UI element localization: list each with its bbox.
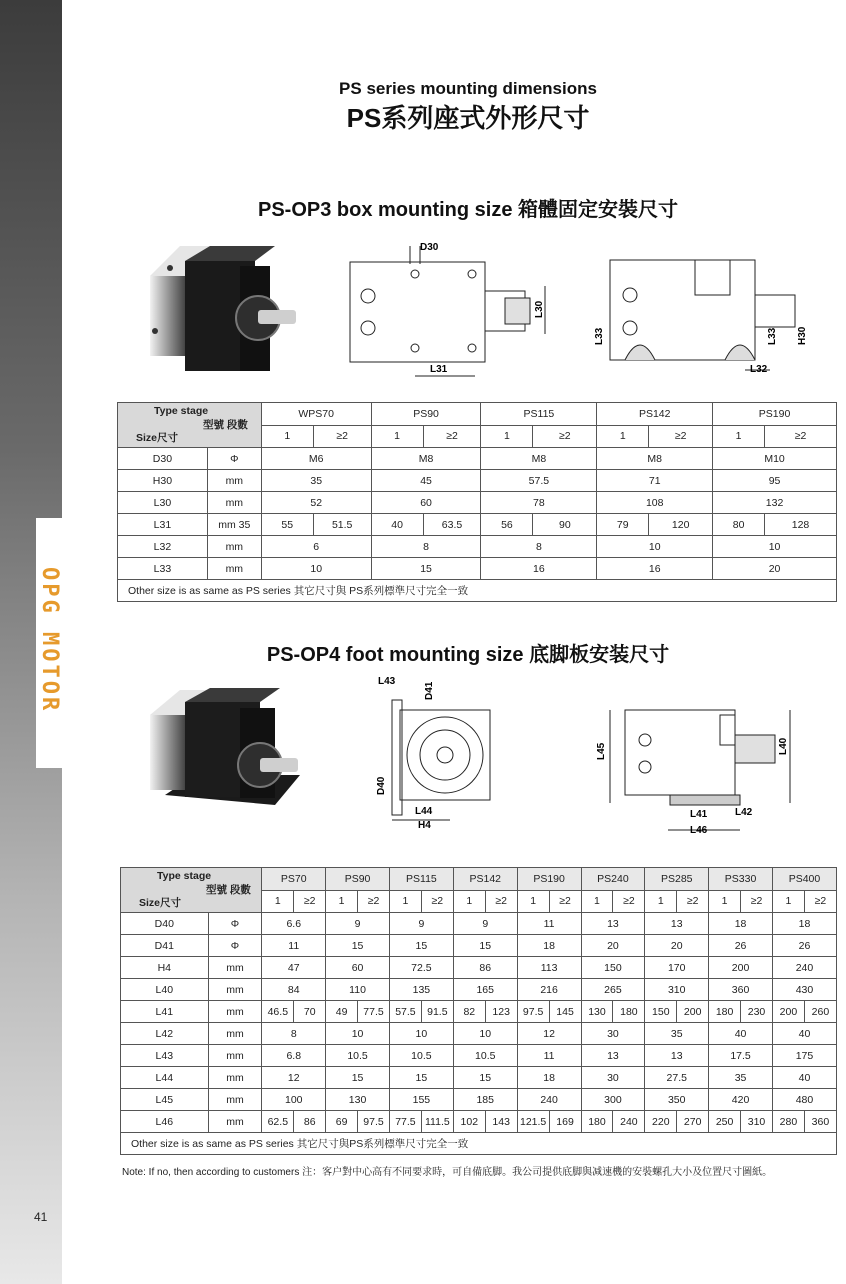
foot-mount-side-drawing (590, 695, 805, 840)
table-row: L31 mm 35 55 51.5 40 63.5 56 90 79 120 80 128 (118, 514, 837, 536)
model-header: PS142 (453, 868, 517, 891)
table-row: D30 Φ M6 M8 M8 M8 M10 (118, 448, 837, 470)
stage-cell: 1 (645, 890, 677, 913)
table-header-corner: Type stage 型號 段數 Size尺寸 (121, 868, 262, 913)
stage-cell: 1 (597, 425, 649, 448)
label-l31: L31 (430, 364, 448, 375)
table-row: H30 mm 35 45 57.5 71 95 (118, 470, 837, 492)
stage-cell: 1 (453, 890, 485, 913)
label-l44: L44 (415, 806, 433, 817)
stage-cell: ≥2 (313, 425, 371, 448)
model-header: PS115 (481, 403, 597, 426)
label-d40: D40 (376, 776, 387, 795)
label-l41: L41 (690, 809, 708, 820)
model-header: PS400 (772, 868, 836, 891)
label-h4: H4 (418, 820, 431, 831)
stage-cell: ≥2 (294, 890, 326, 913)
stage-cell: ≥2 (677, 890, 709, 913)
model-header: PS142 (597, 403, 713, 426)
model-header: PS90 (326, 868, 390, 891)
model-header: PS90 (371, 403, 481, 426)
table-header-corner: Type stage 型號 段數 Size尺寸 (118, 403, 262, 448)
page-number: 41 (34, 1210, 48, 1224)
stage-cell: ≥2 (741, 890, 773, 913)
label-d41: D41 (424, 681, 435, 700)
op3-dimension-table (117, 402, 837, 602)
stage-cell: ≥2 (423, 425, 481, 448)
label-l40: L40 (778, 737, 789, 755)
model-header: PS115 (389, 868, 453, 891)
table-row: L42 mm 8 10 10 10 12 30 35 40 40 (121, 1023, 837, 1045)
model-header: PS190 (517, 868, 581, 891)
label-l42: L42 (735, 807, 753, 818)
label-l45: L45 (596, 742, 607, 760)
stage-cell: 1 (772, 890, 804, 913)
section2-heading: PS-OP4 foot mounting size 底脚板安装尺寸 (266, 644, 670, 666)
model-header: PS190 (713, 403, 837, 426)
label-l33a: L33 (594, 327, 605, 345)
model-header: WPS70 (261, 403, 371, 426)
stage-cell: 1 (709, 890, 741, 913)
label-l46: L46 (690, 825, 708, 836)
stage-cell: 1 (481, 425, 533, 448)
stage-cell: ≥2 (765, 425, 837, 448)
stage-cell: ≥2 (804, 890, 836, 913)
table-row: L41 mm 46.5 70 49 77.5 57.5 91.5 82 123 97.5 145 130 180 150 200 180 230 200 260 (121, 1001, 837, 1023)
table-row: L32 mm 6 8 8 10 10 (118, 536, 837, 558)
page-title-cn: PS系列座式外形尺寸 (346, 103, 590, 133)
label-l33b: L33 (767, 327, 778, 345)
table-row: D41 Φ 11 15 15 15 18 20 20 26 26 (121, 935, 837, 957)
page-title-en: PS series mounting dimensions (339, 79, 597, 98)
gearbox-box-photo (140, 236, 300, 386)
stage-cell: ≥2 (549, 890, 581, 913)
stage-cell: 1 (262, 890, 294, 913)
table-row: H4 mm 47 60 72.5 86 113 150 170 200 240 (121, 957, 837, 979)
stage-cell: ≥2 (421, 890, 453, 913)
foot-mount-front-drawing (370, 670, 510, 835)
footnote: Note: If no, then according to customers 注：客户對中心高有不同要求時，可自備底脚。我公司提供底脚與减速機的安裝螺孔大小及位置尺寸圖紙。 (122, 1167, 773, 1178)
table-row: D40 Φ 6.6 9 9 9 11 13 13 18 18 (121, 913, 837, 935)
stage-cell: ≥2 (358, 890, 390, 913)
stage-cell: 1 (581, 890, 613, 913)
box-mount-section-drawing (585, 250, 815, 380)
model-header: PS70 (262, 868, 326, 891)
brand-label: OPG MOTOR (37, 566, 62, 714)
op4-dimension-table (120, 867, 837, 1155)
gearbox-foot-photo (140, 680, 310, 820)
table-row: L45 mm 100 130 155 185 240 300 350 420 480 (121, 1089, 837, 1111)
stage-cell: 1 (261, 425, 313, 448)
table-row: L43 mm 6.8 10.5 10.5 10.5 11 13 13 17.5 175 (121, 1045, 837, 1067)
label-d30: D30 (420, 242, 439, 253)
label-l30: L30 (534, 300, 545, 318)
table-footer: Other size is as same as PS series 其它尺寸與PS系列標準尺寸完全一致 (121, 1133, 837, 1155)
stage-cell: 1 (389, 890, 421, 913)
table-row: L44 mm 12 15 15 15 18 30 27.5 35 40 (121, 1067, 837, 1089)
table-row: L46 mm 62.5 86 69 97.5 77.5 111.5 102 143 121.5 169 180 240 220 270 250 310 280 360 (121, 1111, 837, 1133)
stage-cell: 1 (371, 425, 423, 448)
stage-cell: 1 (517, 890, 549, 913)
label-l32: L32 (750, 364, 768, 375)
model-header: PS330 (709, 868, 773, 891)
table-footer: Other size is as same as PS series 其它尺寸與 PS系列標準尺寸完全一致 (118, 580, 837, 602)
stage-cell: ≥2 (533, 425, 597, 448)
box-mount-side-drawing (330, 236, 560, 386)
stage-cell: ≥2 (485, 890, 517, 913)
stage-cell: 1 (713, 425, 765, 448)
stage-cell: ≥2 (649, 425, 713, 448)
table-row: L40 mm 84 110 135 165 216 265 310 360 430 (121, 979, 837, 1001)
model-header: PS240 (581, 868, 645, 891)
label-l43: L43 (378, 676, 396, 687)
model-header: PS285 (645, 868, 709, 891)
label-h30: H30 (797, 326, 808, 345)
table-row: L30 mm 52 60 78 108 132 (118, 492, 837, 514)
stage-cell: 1 (326, 890, 358, 913)
section1-heading: PS-OP3 box mounting size 箱體固定安裝尺寸 (257, 199, 679, 221)
stage-cell: ≥2 (613, 890, 645, 913)
table-row: L33 mm 10 15 16 16 20 (118, 558, 837, 580)
